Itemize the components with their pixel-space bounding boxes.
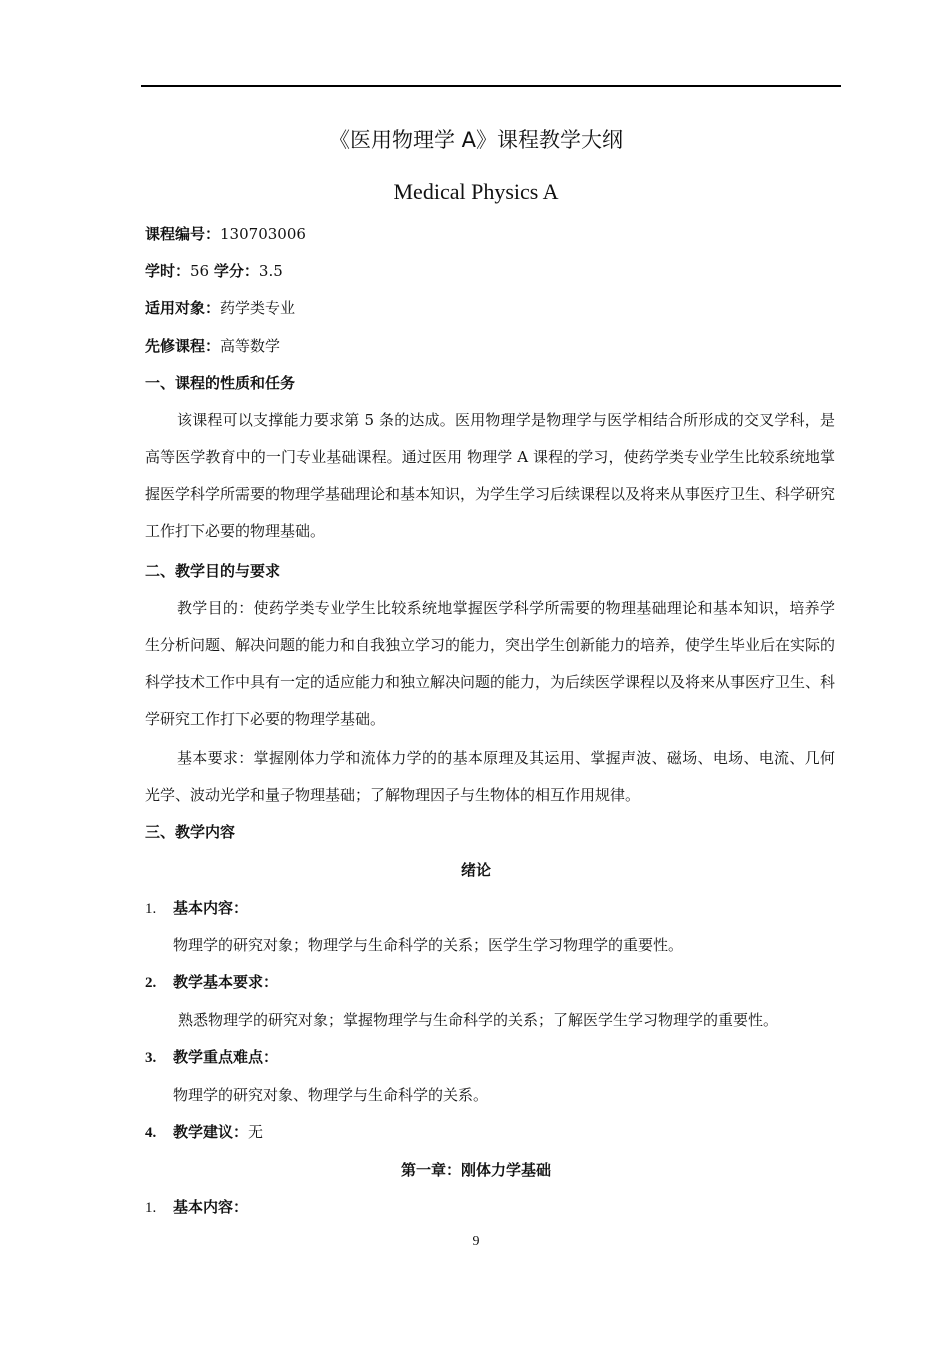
target-line bbox=[145, 297, 295, 319]
prereq-label: 先修课程： bbox=[145, 337, 221, 355]
intro-heading: 绪论 bbox=[460, 861, 491, 879]
intro-item-4-label: 教学建议： bbox=[173, 1123, 249, 1141]
prereq-value: 高等数学 bbox=[220, 337, 281, 355]
section-3-heading: 三、教学内容 bbox=[145, 823, 236, 841]
credits-value: 3.5 bbox=[258, 262, 283, 280]
section-1-heading: 一、课程的性质和任务 bbox=[145, 374, 296, 392]
prereq-line bbox=[145, 335, 280, 357]
document-subtitle: Medical Physics A bbox=[393, 179, 559, 204]
credits-label: 学分： bbox=[213, 262, 259, 280]
intro-item-1-num: 1. bbox=[145, 901, 157, 917]
intro-item-3-text: 物理学的研究对象、物理学与生命科学的关系。 bbox=[173, 1086, 489, 1104]
target-label: 适用对象： bbox=[145, 299, 221, 317]
section-2-heading: 二、教学目的与要求 bbox=[145, 562, 281, 580]
section-2-paragraph-1: 教学目的：使药学类专业学生比较系统地掌握医学科学所需要的物理基础理论和基本知识，培养学生分析问题、解决问题的能力和自我独立学习的能力，突出学生创新能力的培养，使学生毕业后在实际的科学技术工作中具有一定的适应能力和独立解决问题的能力，为后续医学课程以及将来从事医疗卫生、科学研究工作打下必要的物理学基础。 bbox=[145, 599, 836, 728]
section-2-paragraph-2: 基本要求：掌握刚体力学和流体力学的的基本原理及其运用、掌握声波、磁场、电场、电流、几何光学、波动光学和量子物理基础；了解物理因子与生物体的相互作用规律。 bbox=[145, 749, 835, 804]
hours-label: 学时： bbox=[145, 262, 191, 280]
intro-item-1-label: 基本内容： bbox=[173, 899, 249, 917]
header-rule bbox=[141, 85, 841, 87]
intro-item-1 bbox=[145, 897, 248, 920]
course-code-line bbox=[145, 223, 306, 245]
hours-value: 56 bbox=[190, 262, 210, 280]
hours-credits-line bbox=[145, 260, 283, 282]
course-code-label: 课程编号： bbox=[145, 225, 221, 243]
intro-item-2-text: 熟悉物理学的研究对象；掌握物理学与生命科学的关系；了解医学生学习物理学的重要性。 bbox=[178, 1011, 779, 1029]
page-number: 9 bbox=[472, 1234, 480, 1249]
intro-item-4-text: 无 bbox=[248, 1123, 264, 1141]
intro-item-4-num: 4. bbox=[145, 1125, 157, 1141]
chapter-1-item-1 bbox=[145, 1196, 248, 1219]
intro-item-2-num: 2. bbox=[145, 975, 157, 991]
intro-item-1-text: 物理学的研究对象；物理学与生命科学的关系；医学生学习物理学的重要性。 bbox=[173, 936, 684, 954]
intro-item-3 bbox=[145, 1046, 278, 1069]
course-code-value: 130703006 bbox=[220, 225, 306, 243]
intro-item-4 bbox=[145, 1121, 263, 1144]
chapter-1-item-1-num: 1. bbox=[145, 1200, 157, 1216]
document-title: 《医用物理学 A》课程教学大纲 bbox=[328, 128, 624, 152]
section-1-paragraph: 该课程可以支撑能力要求第 5 条的达成。医用物理学是物理学与医学相结合所形成的交叉学科，是高等医学教育中的一门专业基础课程。通过医用 物理学 A 课程的学习，使药学类专业学生比较系统地掌握医学科学所需要的物理学基础理论和基本知识，为学生学习后续课程以及将来从事医疗卫生、科学研究工作打下必要的物理基础。 bbox=[145, 411, 836, 540]
intro-item-2 bbox=[145, 971, 278, 994]
chapter-1-item-1-label: 基本内容： bbox=[173, 1198, 249, 1216]
intro-item-3-num: 3. bbox=[145, 1050, 157, 1066]
intro-item-2-label: 教学基本要求： bbox=[173, 973, 279, 991]
intro-item-3-label: 教学重点难点： bbox=[173, 1048, 279, 1066]
target-value: 药学类专业 bbox=[220, 299, 296, 317]
chapter-1-heading: 第一章：刚体力学基础 bbox=[400, 1161, 551, 1179]
